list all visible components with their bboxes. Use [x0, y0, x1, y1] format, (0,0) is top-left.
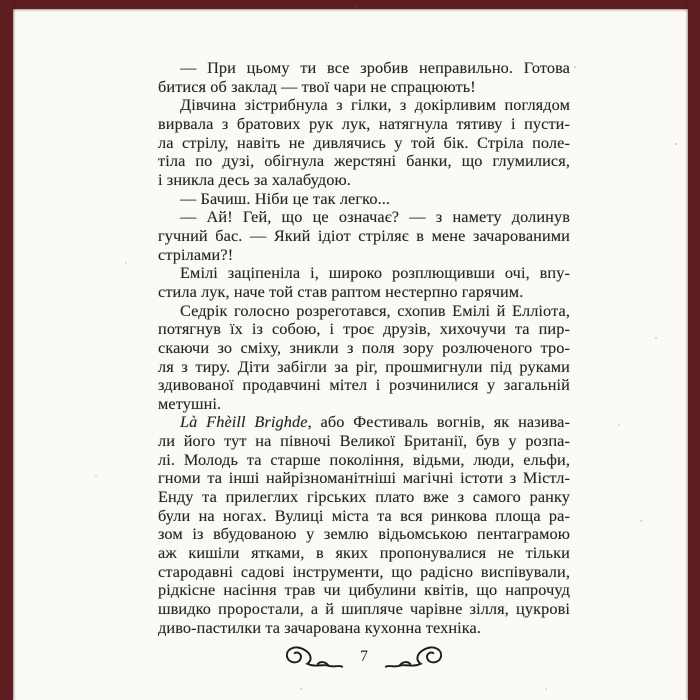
text-line — [158, 358, 570, 377]
text-line — [158, 507, 570, 526]
page-footer — [158, 643, 570, 671]
flourish-left-icon — [284, 643, 346, 671]
text-line — [158, 376, 570, 395]
text-line — [158, 152, 570, 171]
text-line — [158, 59, 570, 78]
text-line — [158, 171, 570, 190]
text-segment: рідкісне насіння трав чи цибулини квітів, що напрочуд — [158, 580, 570, 600]
text-segment: лі. Молодь та старше покоління, відьми, люди, ельфи, — [158, 449, 570, 469]
body-text — [158, 59, 570, 637]
text-segment: битися об заклад — твої чари не спрацюють! — [158, 76, 476, 96]
text-line — [158, 227, 570, 246]
text-segment: Дівчина зістрибнула з гілки, з докірливим поглядом — [180, 95, 570, 115]
text-segment: стила лук, наче той став раптом нестерпно гарячим. — [158, 281, 524, 301]
text-line — [158, 115, 570, 134]
text-line — [158, 544, 570, 563]
text-segment: були на ногах. Вулиці міста та вся ринкова площа ра- — [158, 505, 570, 525]
text-segment: Енду та прилеглих гірських плато вже з самого ранку — [158, 487, 570, 507]
scan-noise-specks — [0, 0, 2, 2]
text-line — [158, 78, 570, 97]
text-line — [158, 563, 570, 582]
text-line — [158, 413, 570, 432]
text-line — [158, 432, 570, 451]
text-segment: диво-пастилки та зачарована кухонна техніка. — [158, 617, 482, 637]
text-line — [158, 190, 570, 209]
text-line — [158, 600, 570, 619]
italic-phrase: Là Fhèill Brighde — [180, 412, 308, 432]
text-segment: стародавні садові інструменти, що радісно виспівували, — [158, 561, 570, 581]
text-line — [158, 469, 570, 488]
text-line — [158, 451, 570, 470]
text-line — [158, 619, 570, 638]
text-segment: аж кишіли ятками, в яких пропонувалися не тільки — [158, 543, 570, 563]
text-segment: тіла по дузі, обігнула жерстяні банки, що глумилися, — [158, 151, 570, 171]
text-line — [158, 208, 570, 227]
text-line — [158, 134, 570, 153]
text-line — [158, 395, 570, 414]
text-segment: зом із вбудованою у землю відьомською пентаграмою — [158, 524, 570, 544]
text-segment: скаючи зо сміху, зникли з поля зору розлюченого тро- — [158, 337, 570, 357]
text-line — [158, 283, 570, 302]
page-edge-right — [688, 0, 700, 700]
page-edge-top — [0, 0, 700, 9]
text-segment: — Ай! Гей, що це означає? — з намету долинув — [180, 207, 570, 227]
flourish-right-icon — [382, 643, 444, 671]
text-segment: метушні. — [158, 393, 222, 413]
text-line — [158, 339, 570, 358]
text-segment: гноми та інші найрізноманітніші магічні істоти з Містл- — [158, 468, 570, 488]
text-segment: і зникла десь за халабудою. — [158, 169, 351, 189]
text-line — [158, 488, 570, 507]
text-segment: — При цьому ти все зробив неправильно. Готова — [180, 58, 570, 77]
text-line — [158, 525, 570, 544]
text-segment: стрілами?! — [158, 244, 234, 264]
text-segment: Емілі заціпеніла і, широко розплющивши очі, впу- — [180, 263, 570, 283]
text-line — [158, 320, 570, 339]
page-number: 7 — [360, 648, 368, 665]
text-line — [158, 246, 570, 265]
text-segment: Седрік голосно розреготався, схопив Емілі й Елліота, — [180, 300, 570, 320]
text-segment: гучний бас. — Який ідіот стріляє в мене зачарованими — [158, 225, 570, 245]
text-segment: — Бачиш. Ніби це так легко... — [180, 188, 391, 208]
text-line — [158, 96, 570, 115]
text-line — [158, 302, 570, 321]
text-line — [158, 581, 570, 600]
text-segment: швидко проростали, а й шипляче чарівне зілля, цукрові — [158, 599, 570, 619]
page-edge-left — [0, 0, 13, 700]
text-line — [158, 264, 570, 283]
text-segment: , або Фестиваль вогнів, як назива- — [307, 412, 570, 432]
text-segment: ли його тут на півночі Великої Британії, був у розпа- — [158, 431, 570, 451]
text-segment: вирвала з братових рук лук, натягнула тятиву і пусти- — [158, 113, 570, 133]
text-segment: потягнув їх із собою, і троє друзів, хихочучи та пир- — [158, 319, 570, 339]
text-segment: ла стрілу, навіть не дивлячись у той бік. Стріла поле- — [158, 132, 570, 152]
text-segment: ля з тиру. Діти забігли за ріг, прошмигнули під руками — [158, 356, 570, 376]
text-segment: здивованої продавчині мітел і розчинилися у загальній — [158, 375, 570, 395]
